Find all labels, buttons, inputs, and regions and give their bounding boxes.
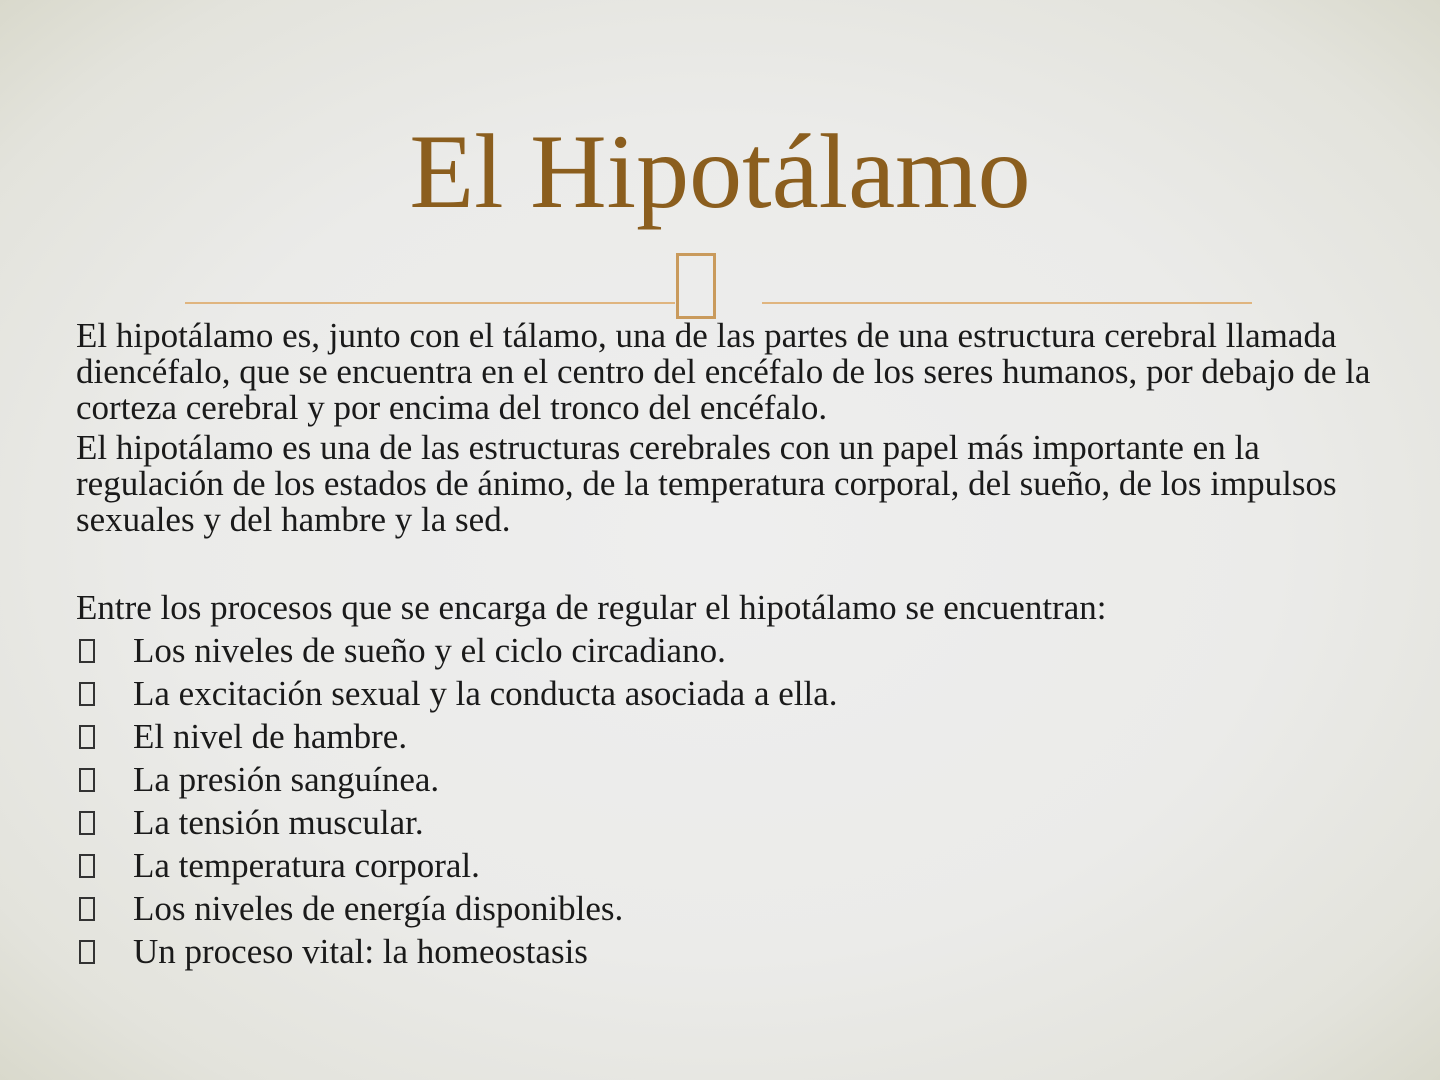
box-bullet-icon <box>79 682 95 706</box>
box-bullet-icon <box>79 768 95 792</box>
box-bullet-icon <box>79 639 95 663</box>
list-item <box>76 672 1406 715</box>
list-item-text: Los niveles de energía disponibles. <box>133 889 624 928</box>
list-item <box>76 844 1406 887</box>
list-intro: Entre los procesos que se encarga de regular el hipotálamo se encuentran: <box>76 588 1107 627</box>
list-item-text: La tensión muscular. <box>133 803 424 842</box>
list-item-text: La excitación sexual y la conducta asociada a ella. <box>133 674 838 713</box>
list-item <box>76 887 1406 930</box>
list-item <box>76 801 1406 844</box>
list-item <box>76 715 1406 758</box>
box-bullet-icon <box>79 725 95 749</box>
box-ornament-icon <box>676 253 716 319</box>
list-item <box>76 629 1406 672</box>
list-item <box>76 930 1406 973</box>
divider-line-right <box>762 302 1252 304</box>
slide-body <box>76 318 1406 973</box>
bullet-list <box>76 629 1406 973</box>
list-item-text: Los niveles de sueño y el ciclo circadiano. <box>133 631 726 670</box>
list-item-text: La presión sanguínea. <box>133 760 440 799</box>
paragraph-1: El hipotálamo es, junto con el tálamo, una de las partes de una estructura cerebral llamada diencéfalo, que se encuentra en el centro del encéfalo de los seres humanos, por debajo de la corteza cerebral y por encima del tronco del encéfalo. <box>76 316 1371 427</box>
paragraph-2: El hipotálamo es una de las estructuras cerebrales con un papel más importante en la regulación de los estados de ánimo, de la temperatura corporal, del sueño, de los impulsos sexuales y del hambre y la sed. <box>76 428 1337 539</box>
box-bullet-icon <box>79 940 95 964</box>
slide-title: El Hipotálamo <box>409 113 1031 230</box>
box-bullet-icon <box>79 897 95 921</box>
list-item <box>76 758 1406 801</box>
list-item-text: El nivel de hambre. <box>133 717 408 756</box>
box-bullet-icon <box>79 854 95 878</box>
divider-line-left <box>185 302 675 304</box>
list-item-text: Un proceso vital: la homeostasis <box>133 932 588 971</box>
list-item-text: La temperatura corporal. <box>133 846 480 885</box>
box-bullet-icon <box>79 811 95 835</box>
